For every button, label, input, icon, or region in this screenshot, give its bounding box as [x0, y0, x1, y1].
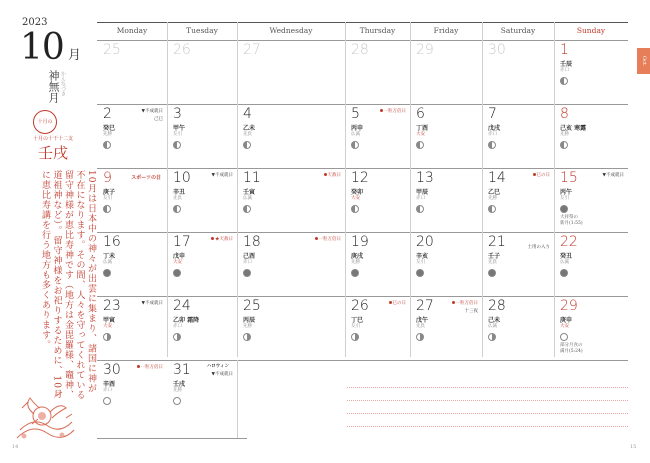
kanshi-label: 庚戌: [351, 253, 364, 260]
kanshi-label: 己亥 寒露: [560, 125, 587, 132]
day-number: 25: [243, 298, 261, 314]
moon-phase-icon: [560, 77, 568, 85]
day-number: 26: [173, 42, 191, 58]
rokuyo-label: 赤口: [416, 196, 425, 201]
event-sub-label: 土用の入り: [527, 245, 550, 250]
day-number: 21: [488, 234, 506, 250]
day-cell[interactable]: [237, 296, 345, 360]
kanshi-label: 戊戌: [488, 125, 501, 132]
day-cell[interactable]: [554, 40, 628, 104]
day-cell[interactable]: [482, 296, 554, 360]
red-dot-icon: [137, 365, 140, 368]
kanshi-label: 癸丑: [560, 253, 573, 260]
rokuyo-label: 仏滅: [351, 132, 360, 137]
day-number: 5: [351, 106, 360, 122]
rokuyo-label: 仏滅: [560, 260, 569, 265]
kanshi-label: 壬子: [488, 253, 501, 260]
kanshi-label: 辛酉: [103, 381, 116, 388]
weekday-saturday: Saturday: [500, 26, 536, 35]
rokuyo-label: 友引: [560, 196, 569, 201]
kanshi-label: 癸巳: [103, 125, 116, 132]
stamp-text: 十月の: [37, 119, 53, 125]
kanshi-label: 丁酉: [416, 125, 429, 132]
event-text: ▼不成就日: [141, 109, 163, 114]
kanshi-label: 壬寅: [243, 189, 256, 196]
day-number: 30: [103, 362, 121, 378]
day-cell[interactable]: [482, 232, 554, 296]
event-label: [380, 108, 407, 114]
grid-column-line: [237, 360, 238, 438]
day-number: 27: [243, 42, 261, 58]
day-number: 19: [351, 234, 369, 250]
day-cell[interactable]: [97, 232, 167, 296]
rokuyo-label: 友引: [173, 132, 182, 137]
red-dot-icon: [380, 109, 383, 112]
memo-line: [347, 400, 628, 401]
rokuyo-label: 大安: [351, 196, 360, 201]
kanshi-label: 乙未: [243, 125, 256, 132]
day-cell[interactable]: [167, 232, 237, 296]
event-text: 巳の日: [392, 301, 406, 306]
kanshi-label: 丁巳: [351, 317, 364, 324]
moon-phase-icon: [416, 205, 424, 213]
page-number-right: 15: [630, 444, 637, 450]
moon-phase-icon: [243, 205, 251, 213]
day-cell[interactable]: [237, 168, 345, 232]
moon-phase-icon: [416, 269, 424, 277]
red-dot-icon: [533, 173, 536, 176]
event-text: 天赦日: [327, 173, 341, 178]
rokuyo-label: 先勝: [103, 132, 112, 137]
month-sidebar: [0, 0, 98, 463]
event-label: [603, 172, 624, 178]
rokuyo-label: 先負: [243, 132, 252, 137]
day-number: 28: [351, 42, 369, 58]
event-text: 巳の日: [536, 173, 550, 178]
moon-phase-icon: [351, 333, 359, 341]
rokuyo-label: 大安: [560, 324, 569, 329]
day-cell[interactable]: [482, 104, 554, 168]
holiday-label: スポーツの日: [131, 175, 161, 181]
event-text: 一粒万倍日: [455, 301, 478, 306]
kanshi-label: 丙辰: [243, 317, 256, 324]
day-number: 20: [416, 234, 434, 250]
day-cell[interactable]: [410, 232, 482, 296]
month-tab[interactable]: Oct.: [637, 48, 650, 74]
day-number: 4: [243, 106, 252, 122]
weekday-wednesday: Wednesday: [269, 26, 313, 35]
kanshi-label: 辛丑: [173, 189, 186, 196]
kanshi-label: 己酉: [243, 253, 256, 260]
weekday-sunday: Sunday: [576, 26, 606, 35]
day-cell[interactable]: [97, 296, 167, 360]
day-number: 18: [243, 234, 261, 250]
moon-phase-icon: [351, 205, 359, 213]
month-traditional-name: 神無月: [47, 70, 60, 103]
rokuyo-label: 友引: [416, 260, 425, 265]
moon-phase-icon: [173, 333, 181, 341]
event-label: [137, 364, 164, 370]
kanshi-label: 戊申: [173, 253, 186, 260]
day-number: 14: [488, 170, 506, 186]
day-cell[interactable]: [167, 296, 237, 360]
day-cell[interactable]: [410, 104, 482, 168]
day-number: 8: [560, 106, 569, 122]
rokuyo-label: 先負: [488, 260, 497, 265]
moon-phase-icon: [488, 205, 496, 213]
event-label: [212, 172, 233, 178]
month-unit: 月: [68, 48, 82, 63]
day-number: 25: [103, 42, 121, 58]
day-cell[interactable]: [167, 360, 237, 450]
moon-phase-icon: [173, 269, 181, 277]
moon-phase-icon: [173, 205, 181, 213]
month-number: 10: [20, 27, 64, 68]
kanshi-label: 甲午: [173, 125, 186, 132]
rokuyo-label: 赤口: [103, 388, 112, 393]
rokuyo-label: 大安: [173, 260, 182, 265]
rokuyo-label: 先勝: [488, 196, 497, 201]
day-cell[interactable]: [554, 168, 628, 232]
rokuyo-label: 先勝: [173, 388, 182, 393]
moon-note: 部分月食の 満月(5:24): [560, 343, 583, 354]
day-cell[interactable]: [97, 40, 167, 104]
red-dot-icon: [389, 301, 392, 304]
kanshi-label: 庚申: [560, 317, 573, 324]
red-dot-icon: [211, 237, 214, 240]
day-number: 31: [173, 362, 191, 378]
day-number: 11: [243, 170, 261, 186]
day-cell[interactable]: [237, 40, 345, 104]
moon-note: 大祥祭の 新月(1:55): [560, 215, 583, 226]
day-number: 13: [416, 170, 434, 186]
day-cell[interactable]: [167, 104, 237, 168]
kanshi-label: 乙卯 霜降: [173, 317, 200, 324]
rokuyo-label: 赤口: [243, 260, 252, 265]
moon-phase-icon: [560, 269, 568, 277]
event-label: [324, 172, 342, 178]
event-text: 一粒万倍日: [383, 109, 406, 114]
day-cell[interactable]: [97, 168, 167, 232]
day-cell[interactable]: [237, 232, 345, 296]
moon-phase-icon: [416, 141, 424, 149]
month-description: 10月は日本中の神々が出雲に集まり、諸国に神が不在になります。その間、人々を守ってくれている留守神様が恵比寿神です（地方は金毘羅様、竈神、道祖神など）。留守神様をお祀りするために、10月に恵比寿講を行う地方も多くあります。: [40, 170, 96, 400]
day-number: 3: [173, 106, 182, 122]
kanshi-label: 己未: [488, 317, 501, 324]
rokuyo-label: 先勝: [351, 260, 360, 265]
kanshi-label: 甲辰: [416, 189, 429, 196]
event-text: 一粒万倍日: [140, 365, 163, 370]
moon-phase-icon: [560, 333, 568, 341]
event-label: [389, 300, 407, 306]
kanshi-label: 壬辰: [560, 61, 573, 68]
day-number: 1: [560, 42, 569, 58]
rokuyo-label: 先負: [416, 324, 425, 329]
stamp-seal: [33, 110, 57, 134]
kanshi-label: 丁未: [103, 253, 116, 260]
day-cell[interactable]: [482, 168, 554, 232]
weekday-thursday: Thursday: [359, 26, 396, 35]
moon-phase-icon: [173, 397, 181, 405]
rokuyo-label: 大安: [103, 324, 112, 329]
event-label: [452, 300, 479, 306]
kanshi-label: 壬戌: [173, 381, 186, 388]
moon-phase-icon: [416, 333, 424, 341]
day-number: 9: [103, 170, 112, 186]
moon-phase-icon: [243, 333, 251, 341]
event-sub-label: 十三夜: [464, 309, 478, 314]
moon-phase-icon: [103, 333, 111, 341]
page-number-left: 14: [12, 444, 19, 450]
kanshi-label: 甲寅: [103, 317, 116, 324]
eto-value: 壬戌: [38, 144, 69, 162]
event-label: [212, 371, 233, 377]
grid-row-line: [97, 22, 628, 23]
rokuyo-label: 赤口: [173, 324, 182, 329]
day-cell[interactable]: [237, 104, 345, 168]
rokuyo-label: 仏滅: [243, 196, 252, 201]
moon-phase-icon: [103, 205, 111, 213]
day-cell[interactable]: [482, 40, 554, 104]
rokuyo-label: 先負: [173, 196, 182, 201]
day-number: 7: [488, 106, 497, 122]
moon-phase-icon: [560, 205, 568, 213]
rokuyo-label: 仏滅: [488, 324, 497, 329]
event-text: ▼不成就日: [211, 372, 233, 377]
kanshi-label: 戊午: [416, 317, 429, 324]
month-kana: かんなづき: [60, 71, 66, 96]
moon-phase-icon: [243, 141, 251, 149]
day-number: 28: [488, 298, 506, 314]
day-cell[interactable]: [345, 40, 410, 104]
red-dot-icon: [324, 173, 327, 176]
day-number: 23: [103, 298, 121, 314]
moon-phase-icon: [351, 269, 359, 277]
day-cell[interactable]: [97, 360, 167, 450]
moon-phase-icon: [488, 269, 496, 277]
weekday-tuesday: Tuesday: [186, 26, 218, 35]
day-cell[interactable]: [554, 296, 628, 360]
rokuyo-label: 赤口: [488, 132, 497, 137]
event-label: [142, 300, 163, 306]
event-label: [533, 172, 551, 178]
rokuyo-label: 大安: [416, 132, 425, 137]
year-label: 2023: [22, 17, 48, 28]
day-number: 2: [103, 106, 112, 122]
day-number: 29: [416, 42, 434, 58]
event-text: ▼不成就日: [141, 301, 163, 306]
red-dot-icon: [452, 301, 455, 304]
moon-phase-icon: [103, 141, 111, 149]
rokuyo-label: 仏滅: [103, 260, 112, 265]
day-cell[interactable]: [410, 296, 482, 360]
day-cell[interactable]: [97, 104, 167, 168]
kanshi-label: 癸卯: [351, 189, 364, 196]
day-cell[interactable]: [410, 168, 482, 232]
day-cell[interactable]: [345, 104, 410, 168]
day-number: 10: [173, 170, 191, 186]
kanshi-label: 庚子: [103, 189, 116, 196]
moon-phase-icon: [103, 397, 111, 405]
day-number: 15: [560, 170, 578, 186]
day-number: 27: [416, 298, 434, 314]
day-number: 22: [560, 234, 578, 250]
kanshi-label: 丙申: [351, 125, 364, 132]
rokuyo-label: 赤口: [560, 68, 569, 73]
bird-illustration: [12, 388, 77, 443]
day-cell[interactable]: [167, 40, 237, 104]
weekday-monday: Monday: [116, 26, 148, 35]
weekday-friday: Friday: [433, 26, 459, 35]
day-number: 16: [103, 234, 121, 250]
red-dot-icon: [315, 237, 318, 240]
memo-line: [347, 426, 628, 427]
day-number: 30: [488, 42, 506, 58]
moon-phase-icon: [488, 141, 496, 149]
moon-phase-icon: [173, 141, 181, 149]
moon-phase-icon: [560, 141, 568, 149]
day-number: 24: [173, 298, 191, 314]
event-sub-label: 己巳: [154, 117, 163, 122]
day-number: 17: [173, 234, 191, 250]
eto-label: 十月の十干十二支: [33, 136, 74, 142]
day-cell[interactable]: [345, 168, 410, 232]
rokuyo-label: 友引: [103, 196, 112, 201]
day-cell[interactable]: [345, 232, 410, 296]
event-text: ▼不成就日: [602, 173, 624, 178]
kanshi-label: 丙午: [560, 189, 573, 196]
rokuyo-label: 友引: [351, 324, 360, 329]
day-number: 29: [560, 298, 578, 314]
rokuyo-label: 先勝: [560, 132, 569, 137]
day-cell[interactable]: [410, 40, 482, 104]
day-number: 12: [351, 170, 369, 186]
moon-phase-icon: [103, 269, 111, 277]
event-label: [142, 108, 163, 114]
event-text: ▼不成就日: [211, 173, 233, 178]
holiday-label: ハロウィン: [206, 364, 229, 369]
rokuyo-label: 先勝: [243, 324, 252, 329]
day-cell[interactable]: [554, 232, 628, 296]
memo-line: [347, 387, 628, 388]
event-text: ★天赦日: [215, 237, 233, 242]
day-cell[interactable]: [345, 296, 410, 360]
moon-phase-icon: [351, 141, 359, 149]
day-number: 6: [416, 106, 425, 122]
event-label: [211, 236, 233, 242]
event-label: [315, 236, 342, 242]
day-number: 26: [351, 298, 369, 314]
memo-line: [347, 413, 628, 414]
moon-phase-icon: [243, 269, 251, 277]
event-text: 一粒万倍日: [318, 237, 341, 242]
kanshi-label: 乙巳: [488, 189, 501, 196]
moon-phase-icon: [488, 333, 496, 341]
kanshi-label: 辛亥: [416, 253, 429, 260]
day-cell[interactable]: [167, 168, 237, 232]
day-cell[interactable]: [554, 104, 628, 168]
